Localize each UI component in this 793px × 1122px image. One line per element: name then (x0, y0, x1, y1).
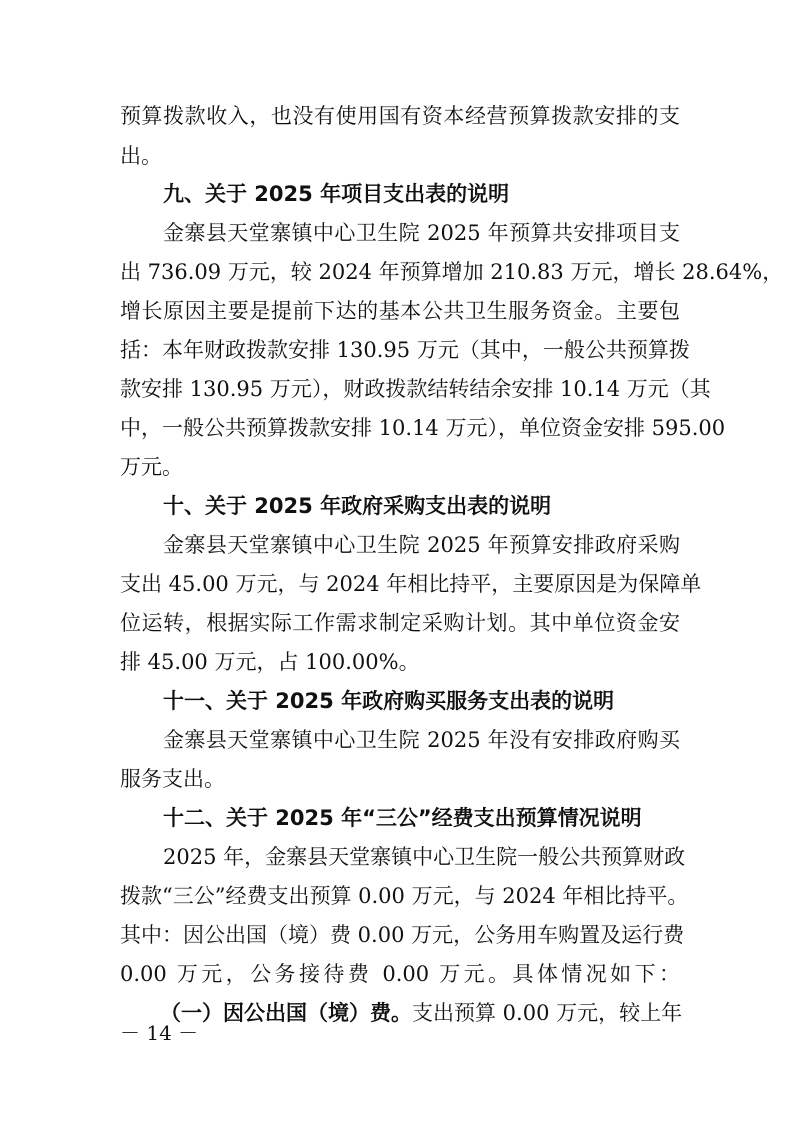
paragraph-line: 支出 45.00 万元，与 2024 年相比持平，主要原因是为保障单 (120, 572, 702, 596)
paragraph-line: 中，一般公共预算拨款安排 10.14 万元），单位资金安排 595.00 (120, 416, 726, 440)
paragraph-line: 2025 年，金寨县天堂寨镇中心卫生院一般公共预算财政 (163, 845, 686, 869)
paragraph-line: 金寨县天堂寨镇中心卫生院 2025 年预算安排政府采购 (163, 533, 680, 557)
paragraph-line: 金寨县天堂寨镇中心卫生院 2025 年没有安排政府购买 (163, 728, 680, 752)
paragraph-line: 款安排 130.95 万元），财政拨款结转结余安排 10.14 万元（其 (120, 377, 711, 401)
paragraph-line: 出 736.09 万元，较 2024 年预算增加 210.83 万元，增长 28.64%， (120, 260, 784, 284)
paragraph-line: 排 45.00 万元，占 100.00%。 (120, 650, 420, 674)
paragraph-line: 拨款“三公”经费支出预算 0.00 万元，与 2024 年相比持平。 (120, 884, 689, 908)
subsection-line (160, 998, 683, 1028)
paragraph-line: 0.00 万元，公务接待费 0.00 万元。具体情况如下： (120, 962, 680, 986)
page-number: － 14 － (120, 1021, 199, 1045)
paragraph-line: 服务支出。 (120, 767, 225, 791)
paragraph-line: 位运转，根据实际工作需求制定采购计划。其中单位资金安 (120, 611, 680, 635)
subsection-heading-1: （一）因公出国（境）费。 (160, 1001, 412, 1025)
section-heading-11: 十一、关于 2025 年政府购买服务支出表的说明 (163, 689, 615, 713)
paragraph-line: 万元。 (120, 455, 183, 479)
paragraph-line: 出。 (120, 144, 162, 168)
paragraph-line: 金寨县天堂寨镇中心卫生院 2025 年预算共安排项目支 (163, 221, 680, 245)
paragraph-line: 括：本年财政拨款安排 130.95 万元（其中，一般公共预算拨 (120, 338, 690, 362)
paragraph-line: 其中：因公出国（境）费 0.00 万元，公务用车购置及运行费 (120, 923, 685, 947)
section-heading-9: 九、关于 2025 年项目支出表的说明 (163, 182, 510, 206)
subsection-text: 支出预算 0.00 万元，较上年 (412, 1001, 683, 1025)
section-heading-12: 十二、关于 2025 年“三公”经费支出预算情况说明 (163, 806, 642, 830)
paragraph-line: 预算拨款收入，也没有使用国有资本经营预算拨款安排的支 (120, 104, 680, 128)
paragraph-line: 增长原因主要是提前下达的基本公共卫生服务资金。主要包 (120, 299, 680, 323)
section-heading-10: 十、关于 2025 年政府采购支出表的说明 (163, 494, 552, 518)
